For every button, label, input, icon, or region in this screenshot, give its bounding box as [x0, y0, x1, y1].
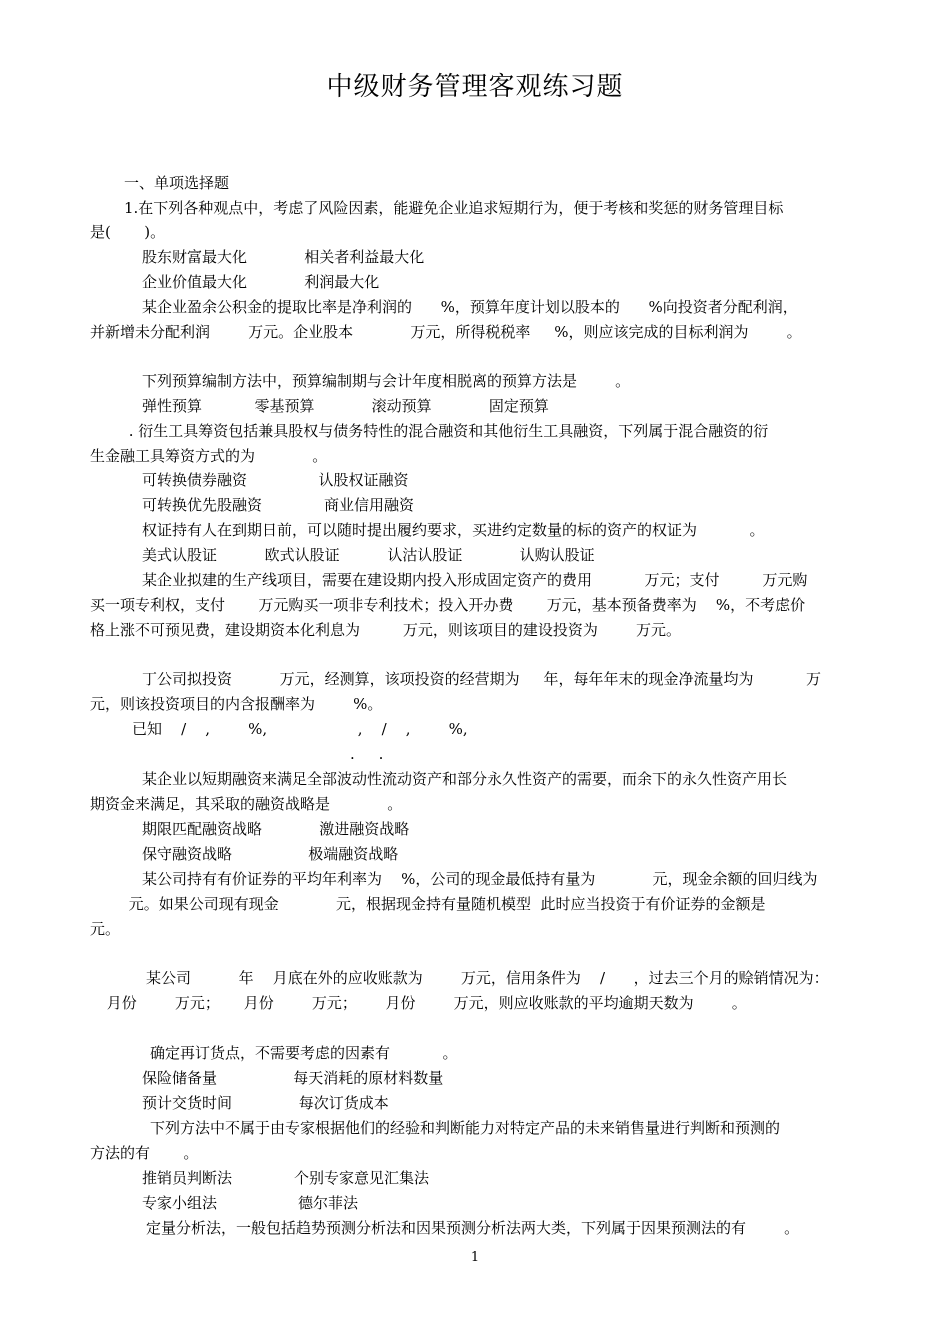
text-line: 可转换债券融资 认股权证融资: [142, 471, 409, 489]
text-line: 买一项专利权，支付 万元购买一项非专利技术；投入开办费 万元，基本预备费率为 %，不考虑价: [90, 596, 806, 614]
text-line: 丁公司拟投资 万元，经测算，该项投资的经营期为 年，每年年末的现金净流量均为 万: [142, 670, 821, 688]
text-line: 1.在下列各种观点中，考虑了风险因素，能避免企业追求短期行为，便于考核和奖惩的财务管理目标: [124, 199, 784, 217]
text-line: 已知 / , %, , / , %,: [132, 720, 468, 738]
text-line: 保守融资战略 极端融资战略: [142, 845, 399, 863]
text-line: 格上涨不可预见费，建设期资本化利息为 万元，则该项目的建设投资为 万元。: [90, 621, 682, 639]
text-line: 保险储备量 每天消耗的原材料数量: [142, 1069, 444, 1087]
text-line: 下列方法中不属于由专家根据他们的经验和判断能力对特定产品的未来销售量进行判断和预测的: [150, 1119, 781, 1137]
text-line: 月份 万元； 月份 万元； 月份 万元，则应收账款的平均逾期天数为 。: [102, 994, 747, 1012]
text-line: . .: [350, 745, 384, 763]
text-line: 定量分析法，一般包括趋势预测分析法和因果预测分析法两大类，下列属于因果预测法的有 。: [146, 1219, 800, 1237]
text-line: 权证持有人在到期日前，可以随时提出履约要求，买进约定数量的标的资产的权证为 。: [142, 521, 765, 539]
text-line: 某企业盈余公积金的提取比率是净利润的 %，预算年度计划以股本的 %向投资者分配利润，: [142, 298, 798, 316]
text-line: 下列预算编制方法中，预算编制期与会计年度相脱离的预算方法是 。: [142, 372, 631, 390]
text-line: 某企业以短期融资来满足全部波动性流动资产和部分永久性资产的需要，而余下的永久性资产用长: [142, 770, 788, 788]
text-line: 期资金来满足，其采取的融资战略是 。: [90, 795, 403, 813]
text-line: . 衍生工具筹资包括兼具股权与债务特性的混合融资和其他衍生工具融资，下列属于混合融资的衍: [124, 422, 769, 440]
text-line: 推销员判断法 个别专家意见汇集法: [142, 1169, 429, 1187]
page-number: 1: [470, 1250, 480, 1265]
text-line: 元。: [90, 920, 121, 938]
document-title: 中级财务管理客观练习题: [326, 72, 624, 102]
text-line: 企业价值最大化 利润最大化: [142, 273, 380, 291]
text-line: 某企业拟建的生产线项目，需要在建设期内投入形成固定资产的费用 万元；支付 万元购: [142, 571, 808, 589]
text-line: 专家小组法 德尔菲法: [142, 1194, 359, 1212]
text-line: 某公司 年 月底在外的应收账款为 万元，信用条件为 / ，过去三个月的赊销情况为：: [146, 969, 829, 987]
text-line: 是( )。: [90, 223, 166, 241]
text-line: 股东财富最大化 相关者利益最大化: [142, 248, 425, 266]
text-line: 某公司持有有价证券的平均年利率为 %，公司的现金最低持有量为 元，现金余额的回归线为: [142, 870, 818, 888]
text-line: 确定再订货点，不需要考虑的因素有 。: [150, 1044, 458, 1062]
text-line: 并新增未分配利润 万元。企业股本 万元，所得税税率 %，则应该完成的目标利润为 。: [90, 323, 802, 341]
text-line: 生金融工具筹资方式的为 。: [90, 447, 328, 465]
text-line: 元，则该投资项目的内含报酬率为 %。: [90, 695, 383, 713]
text-line: 一、单项选择题: [124, 174, 230, 192]
text-line: 期限匹配融资战略 激进融资战略: [142, 820, 410, 838]
text-line: 可转换优先股融资 商业信用融资: [142, 496, 414, 514]
text-line: 方法的有 。: [90, 1144, 199, 1162]
text-line: 元。如果公司现有现金 元，根据现金持有量随机模型 此时应当投资于有价证券的金额是: [124, 895, 766, 913]
text-line: 弹性预算 零基预算 滚动预算 固定预算: [142, 397, 549, 415]
text-line: 美式认股证 欧式认股证 认沽认股证 认购认股证: [142, 546, 595, 564]
text-line: 预计交货时间 每次订货成本: [142, 1094, 389, 1112]
